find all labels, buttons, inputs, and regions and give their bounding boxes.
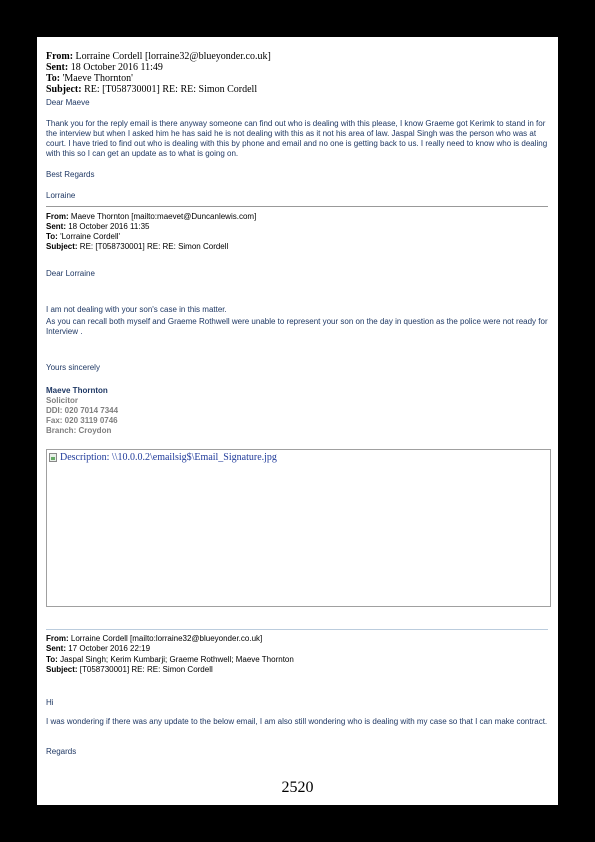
email2-subject-line: Subject: RE: [T058730001] RE: RE: Simon Cordell (46, 242, 229, 251)
email3-from-line: From: Lorraine Cordell [mailto:lorraine32@blueyonder.co.uk] (46, 634, 263, 643)
email3-subject: [T058730001] RE: RE: Simon Cordell (79, 665, 213, 674)
email2-greeting: Dear Lorraine (46, 269, 95, 278)
email-signature-image (46, 449, 551, 607)
broken-image-icon (49, 453, 57, 462)
email2-from-line: From: Maeve Thornton [mailto:maevet@Duncanlewis.com] (46, 212, 257, 221)
email1-subject: RE: [T058730001] RE: RE: Simon Cordell (84, 84, 258, 95)
email2-subject: RE: [T058730001] RE: RE: Simon Cordell (79, 242, 229, 251)
email1-greeting: Dear Maeve (46, 98, 90, 107)
email1-sent-line: Sent: 18 October 2016 11:49 (46, 62, 163, 73)
signature-name: Maeve Thornton (46, 386, 108, 395)
email1-to-line: To: 'Maeve Thornton' (46, 73, 133, 84)
email2-to: 'Lorraine Cordell' (60, 232, 121, 241)
email2-sent: 18 October 2016 11:35 (68, 222, 150, 231)
email3-sent-line: Sent: 17 October 2016 22:19 (46, 644, 151, 653)
separator (46, 206, 548, 207)
email2-body-line2: As you can recall both myself and Graeme Rothwell were unable to represent your son on the day in question as the police were not ready for Interview . (46, 317, 548, 336)
email3-greeting: Hi (46, 698, 54, 707)
email2-from: Maeve Thornton [mailto:maevet@Duncanlewis.com] (70, 212, 257, 221)
email3-to-line: To: Jaspal Singh; Kerim Kumbarji; Graeme Rothwell; Maeve Thornton (46, 655, 294, 664)
email3-body: I was wondering if there was any update to the below email, I am also still wondering who is dealing with my case so that I can make contract. (46, 717, 548, 726)
signature-ddi: DDI: 020 7014 7344 (46, 406, 119, 415)
email3-from: Lorraine Cordell [mailto:lorraine32@blueyonder.co.uk] (70, 634, 263, 643)
signature-fax: Fax: 020 3119 0746 (46, 416, 118, 425)
email2-closing: Yours sincerely (46, 363, 100, 372)
email1-subject-line: Subject: RE: [T058730001] RE: RE: Simon Cordell (46, 84, 258, 95)
image-alt-text: Description: \\10.0.0.2\emailsig$\Email_Signature.jpg (60, 452, 277, 463)
page-number: 2520 (281, 779, 314, 796)
email1-from: Lorraine Cordell [lorraine32@blueyonder.co.uk] (75, 51, 271, 62)
email1-signature: Lorraine (46, 191, 76, 200)
email2-to-line: To: 'Lorraine Cordell' (46, 232, 121, 241)
email1-body: Thank you for the reply email is there anyway someone can find out who is dealing with this please, I know Graeme got Kerimk to stand in for the interview but when I asked him he has said he is not dealing with this as it not his area of law. Jaspal Singh was the person who was at court. I have tried to find out who is dealing with this by phone and email and no one is getting back to us. I really need to know who is dealing with this so I can get an update as to what is going on. (46, 119, 548, 158)
email3-sent: 17 October 2016 22:19 (68, 644, 151, 653)
email1-to: 'Maeve Thornton' (62, 73, 133, 84)
signature-branch: Branch: Croydon (46, 426, 112, 435)
email1-sent: 18 October 2016 11:49 (70, 62, 163, 73)
email1-from-line: From: Lorraine Cordell [lorraine32@blueyonder.co.uk] (46, 51, 271, 62)
email3-closing: Regards (46, 747, 77, 756)
email2-sent-line: Sent: 18 October 2016 11:35 (46, 222, 150, 231)
email3-subject-line: Subject: [T058730001] RE: RE: Simon Cordell (46, 665, 213, 674)
email3-to: Jaspal Singh; Kerim Kumbarji; Graeme Rothwell; Maeve Thornton (60, 655, 294, 664)
email2-body-line1: I am not dealing with your son's case in this matter. (46, 305, 227, 314)
document-page (37, 37, 558, 805)
email1-closing: Best Regards (46, 170, 95, 179)
signature-title: Solicitor (46, 396, 79, 405)
separator (46, 629, 548, 630)
